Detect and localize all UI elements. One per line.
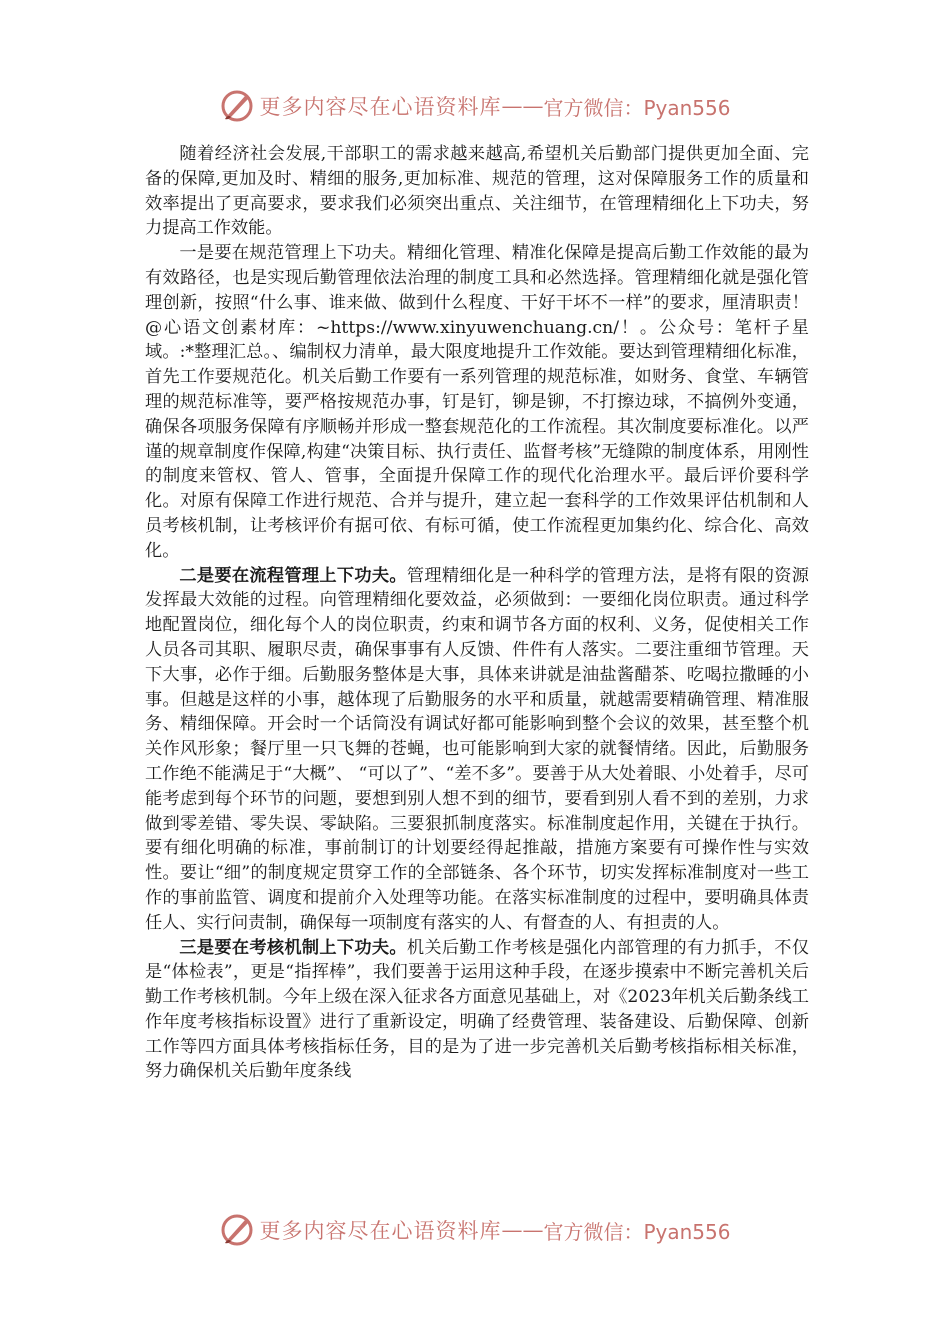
brush-logo-icon bbox=[219, 1212, 255, 1248]
paragraph-assessment-lead: 三是要在考核机制上下功夫。 bbox=[179, 937, 407, 958]
paragraph-standard-management: 一是要在规范管理上下功夫。精细化管理、精准化保障是提高后勤工作效能的最为有效路径，也是实现后勤管理依法治理的制度工具和必然选择。管理精细化就是强化管理创新，按照“什么事、谁来做、做到什么程度、干好干坏不一样”的要求，厘清职责！@心语文创素材库：~https://www.xinyuwenchuang.cn/！。公众号：笔杆子星域。:*整理汇总。、编制权力清单，最大限度地提升工作效能。要达到管理精细化标准，首先工作要规范化。机关后勤工作要有一系列管理的规范标准，如财务、食堂、车辆管理的规范标准等，要严格按规范办事，钉是钉，铆是铆，不打擦边球，不搞例外变通，确保各项服务保障有序顺畅并形成一整套规范化的工作流程。其次制度要标准化。以严谨的规章制度作保障,构建“决策目标、执行责任、监督考核”无缝隙的制度体系，用刚性的制度来管权、管人、管事，全面提升保障工作的现代化治理水平。最后评价要科学化。对原有保障工作进行规范、合并与提升，建立起一套科学的工作效果评估机制和人员考核机制，让考核评价有据可依、有标可循，使工作流程更加集约化、综合化、高效化。 bbox=[145, 243, 809, 561]
header-wechat: 官方微信：Pyan556 bbox=[543, 95, 731, 120]
header-dash: —— bbox=[501, 94, 544, 118]
brush-logo-icon bbox=[219, 88, 255, 124]
paragraph-process-text: 管理精细化是一种科学的管理方法，是将有限的资源发挥最大效能的过程。向管理精细化要效益，必须做到：一要细化岗位职责。通过科学地配置岗位，细化每个人的岗位职责，约束和调节各方面的权利、义务，促使相关工作人员各司其职、履职尽责，确保事事有人反馈、件件有人落实。二要注重细节管理。天下大事，必作于细。后勤服务整体是大事，具体来讲就是油盐酱醋茶、吃喝拉撒睡的小事。但越是这样的小事，越体现了后勤服务的水平和质量，就越需要精确管理、精准服务、精细保障。开会时一个话筒没有调试好都可能影响到整个会议的效果，甚至整个机关作风形象；餐厅里一只飞舞的苍蝇，也可能影响到大家的就餐情绪。因此，后勤服务工作绝不能满足于“大概”、 “可以了”、“差不多”。要善于从大处着眼、小处着手，尽可能考虑到每个环节的问题，要想到别人想不到的细节，要看到别人看不到的差别，力求做到零差错、零失误、零缺陷。三要狠抓制度落实。标准制度起作用，关键在于执行。要有细化明确的标准，事前制订的计划要经得起推敲，措施方案要有可操作性与实效性。要让“细”的制度规定贯穿工作的全部链条、各个环节，切实发挥标准制度对一些工作的事前监管、调度和提前介入处理等功能。在落实标准制度的过程中，要明确具体责任人、实行问责制，确保每一项制度有落实的人、有督查的人、有担责的人。 bbox=[145, 565, 809, 933]
header-banner bbox=[0, 86, 950, 126]
footer-banner bbox=[0, 1210, 950, 1250]
footer-dash: —— bbox=[501, 1218, 544, 1242]
paragraph-assessment-text: 机关后勤工作考核是强化内部管理的有力抓手，不仅是“体检表”，更是“指挥棒”，我们要善于运用这种手段，在逐步摸索中不断完善机关后勤工作考核机制。今年上级在深入征求各方面意见基础上，对《2023年机关后勤条线工作年度考核指标设置》进行了重新设定，明确了经费管理、装备建设、后勤保障、创新工作等四方面具体考核指标任务，目的是为了进一步完善机关后勤考核指标相关标准，努力确保机关后勤年度条线 bbox=[145, 937, 809, 1082]
paragraph-process-management bbox=[145, 564, 809, 936]
paragraph-assessment bbox=[145, 936, 809, 1085]
header-brand: 更多内容尽在心语资料库 bbox=[259, 95, 502, 119]
article-body bbox=[145, 142, 809, 1192]
footer-wechat: 官方微信：Pyan556 bbox=[543, 1219, 731, 1244]
footer-brand: 更多内容尽在心语资料库 bbox=[259, 1219, 502, 1243]
paragraph-intro: 随着经济社会发展,干部职工的需求越来越高,希望机关后勤部门提供更加全面、完备的保障,更加及时、精细的服务,更加标准、规范的管理，这对保障服务工作的质量和效率提出了更高要求，要求我们必须突出重点、关注细节，在管理精细化上下功夫，努力提高工作效能。 bbox=[145, 144, 809, 239]
paragraph-process-lead: 二是要在流程管理上下功夫。 bbox=[179, 565, 407, 586]
